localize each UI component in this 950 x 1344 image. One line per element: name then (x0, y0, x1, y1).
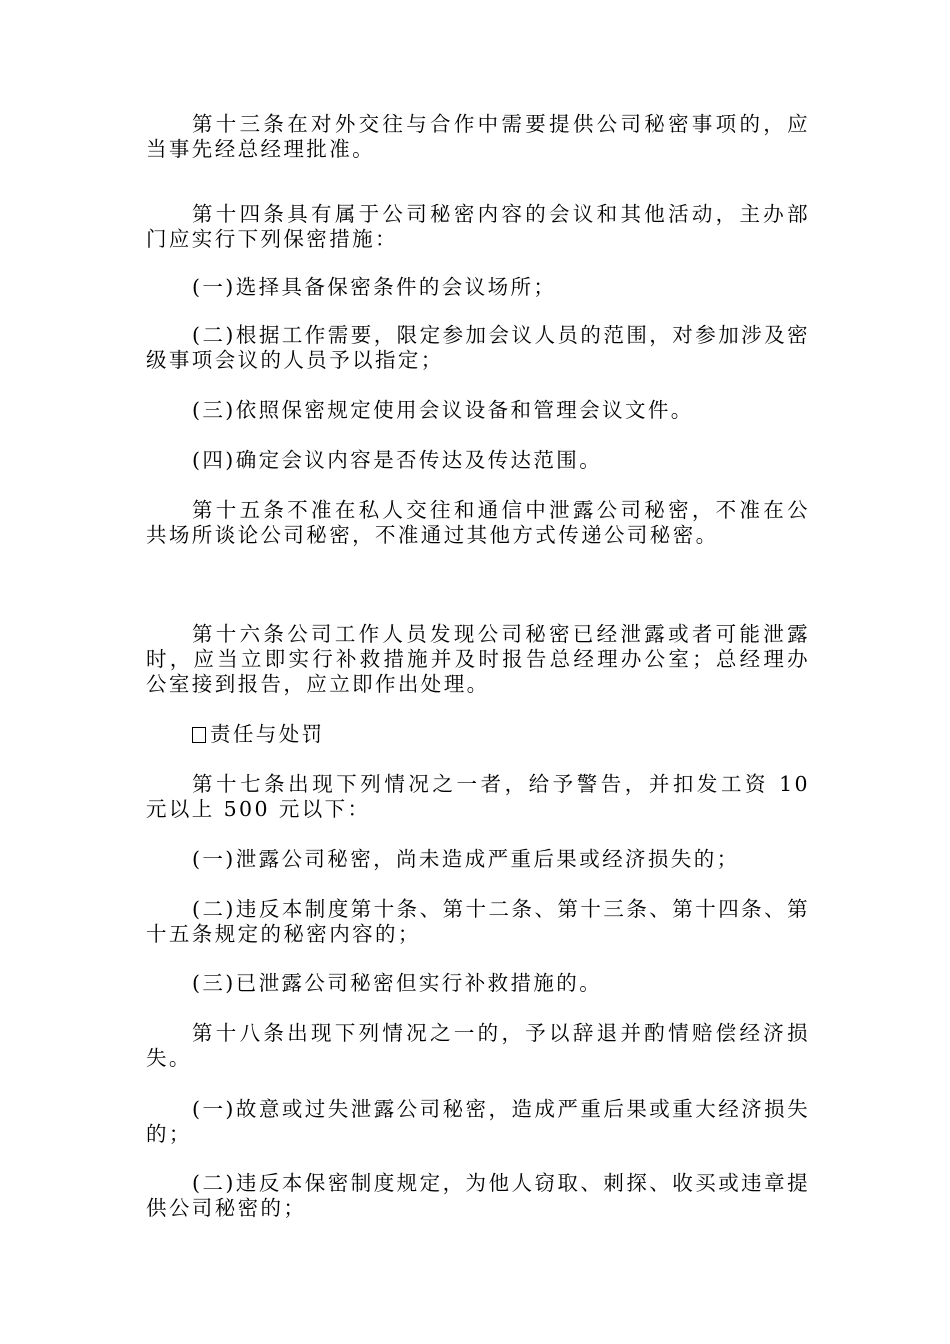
article-17-item-2: (二)违反本制度第十条、第十二条、第十三条、第十四条、第十五条规定的秘密内容的； (146, 897, 810, 946)
checkbox-square-icon (192, 727, 206, 743)
article-18: 第十八条出现下列情况之一的，予以辞退并酌情赔偿经济损失。 (146, 1021, 810, 1070)
article-14-item-4: (四)确定会议内容是否传达及传达范围。 (192, 448, 603, 472)
article-14: 第十四条具有属于公司秘密内容的会议和其他活动，主办部门应实行下列保密措施： (146, 202, 810, 251)
article-14-item-2: (二)根据工作需要，限定参加会议人员的范围，对参加涉及密级事项会议的人员予以指定； (146, 323, 810, 372)
article-18-item-1: (一)故意或过失泄露公司秘密，造成严重后果或重大经济损失的； (146, 1097, 810, 1146)
article-17-item-1: (一)泄露公司秘密，尚未造成严重后果或经济损失的； (192, 847, 740, 871)
article-17: 第十七条出现下列情况之一者，给予警告，并扣发工资 10 元以上 500 元以下： (146, 772, 810, 821)
article-14-item-3: (三)依照保密规定使用会议设备和管理会议文件。 (192, 398, 694, 422)
section-heading (146, 722, 810, 747)
section-heading-text: 责任与处罚 (210, 722, 325, 746)
article-17-item-3: (三)已泄露公司秘密但实行补救措施的。 (192, 971, 603, 995)
article-15: 第十五条不准在私人交往和通信中泄露公司秘密，不准在公共场所谈论公司秘密，不准通过其他方式传递公司秘密。 (146, 498, 810, 547)
article-14-item-1: (一)选择具备保密条件的会议场所； (192, 275, 557, 299)
article-16: 第十六条公司工作人员发现公司秘密已经泄露或者可能泄露时，应当立即实行补救措施并及时报告总经理办公室；总经理办公室接到报告，应立即作出处理。 (146, 622, 810, 696)
article-18-item-2: (二)违反本保密制度规定，为他人窃取、刺探、收买或违章提供公司秘密的； (146, 1171, 810, 1220)
article-13: 第十三条在对外交往与合作中需要提供公司秘密事项的，应当事先经总经理批准。 (146, 112, 810, 161)
